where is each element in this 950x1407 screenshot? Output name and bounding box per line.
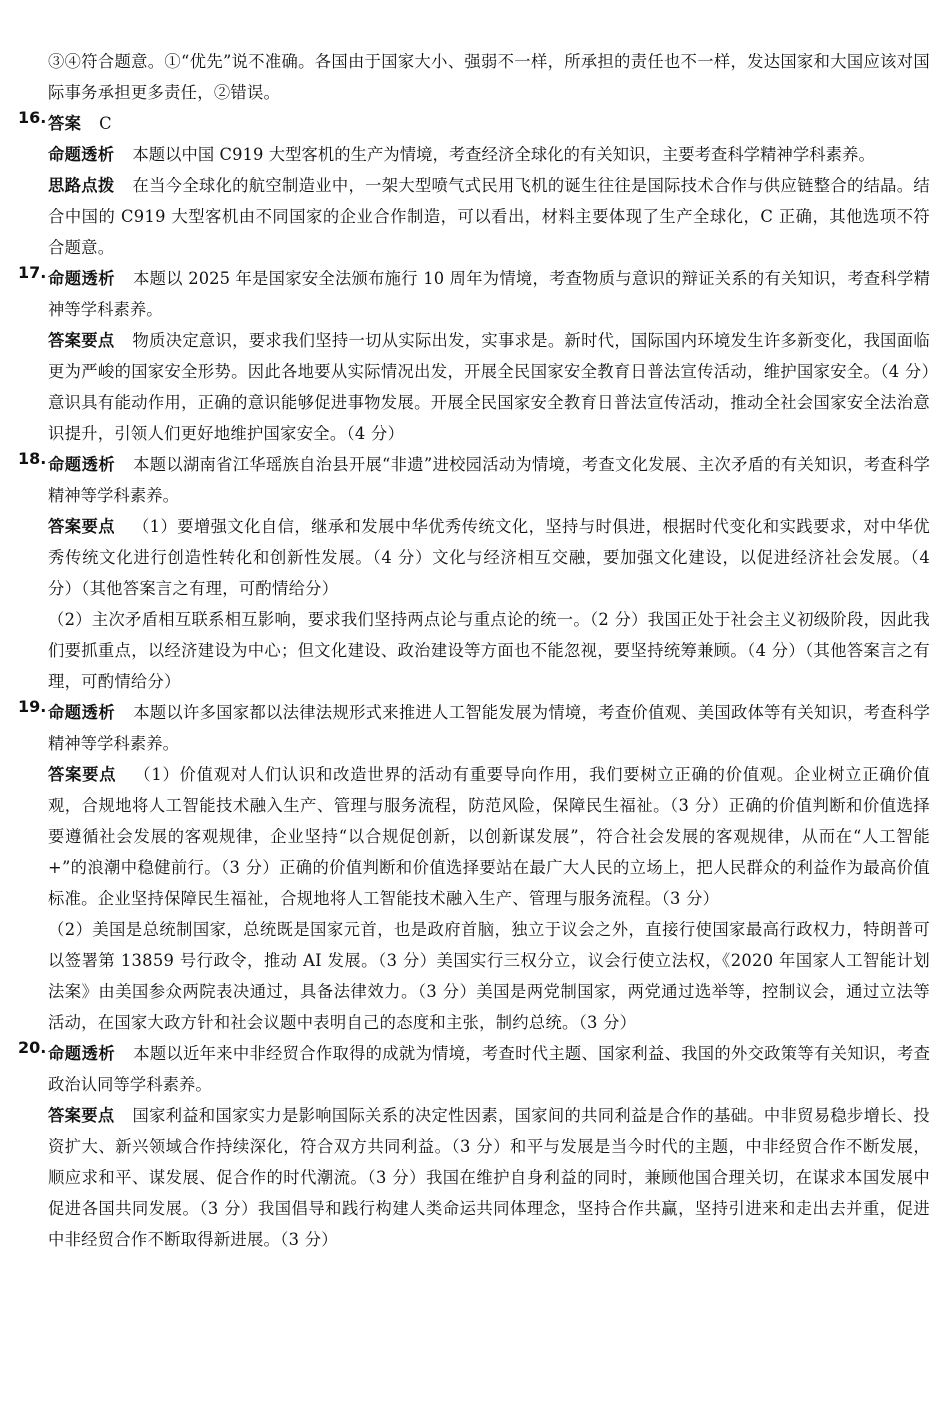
intent-text: 本题以近年来中非经贸合作取得的成就为情境，考查时代主题、国家利益、我国的外交政策等有关知识，考查政治认同等学科素养。 [48,1044,930,1094]
question-number: 18. [18,449,47,468]
key-text: 国家利益和国家实力是影响国际关系的决定性因素，国家间的共同利益是合作的基础。中非贸易稳步增长、投资扩大、新兴领域合作持续深化，符合双方共同利益。（3 分）和平与发展是当今时代的主题，中非经贸合作不断发展，顺应求和平、谋发展、促合作的时代潮流。（3 分）我国在维护自身利益的同时，兼顾他国合理关切，在谋求本国发展中促进各国共同发展。（3 分）我国倡导和践行构建人类命运共同体理念，坚持合作共赢，坚持引进来和走出去并重，促进中非经贸合作不断取得新进展。（3 分） [48,1106,931,1249]
key-points-block [48,511,930,604]
hint-text: 在当今全球化的航空制造业中，一架大型喷气式民用飞机的诞生往往是国际技术合作与供应链整合的结晶。结合中国的 C919 大型客机由不同国家的企业合作制造，可以看出，材料主要体现了生产全球化，C 正确，其他选项不符合题意。 [48,176,931,257]
question-20 [18,1038,930,1255]
intent-block [48,697,930,759]
key-points-part-2: （2）主次矛盾相互联系相互影响，要求我们坚持两点论与重点论的统一。（2 分）我国正处于社会主义初级阶段，因此我们要抓重点，以经济建设为中心；但文化建设、政治建设等方面也不能忽视，要坚持统筹兼顾。（4 分）（其他答案言之有理，可酌情给分） [48,610,930,691]
question-number: 19. [18,697,47,716]
intent-label: 命题透析 [48,145,115,164]
question-17 [18,263,930,449]
intent-label: 命题透析 [48,269,116,288]
key-text: 物质决定意识，要求我们坚持一切从实际出发，实事求是。新时代，国际国内环境发生许多新变化，我国面临更为严峻的国家安全形势。因此各地要从实际情况出发，开展全民国家安全教育日普法宣传活动，维护国家安全。（4 分）意识具有能动作用，正确的意识能够促进事物发展。开展全民国家安全教育日普法宣传活动，推动全社会国家安全法治意识提升，引领人们更好地维护国家安全。（4 分） [48,331,931,443]
q15-line-1: ③④符合题意。①“优先”说不准确。各国由于国家大小、强弱不一样，所承担的责任也不一样，发达国家和 [48,52,831,71]
key-label: 答案要点 [48,331,115,350]
intent-block [48,139,930,170]
key-text-1: （1）价值观对人们认识和改造世界的活动有重要导向作用，我们要树立正确的价值观。企业树立正确价值观，合规地将人工智能技术融入生产、管理与服务流程，防范风险，保障民生福祉。（3 分）正确的价值判断和价值选择要遵循社会发展的客观规律，企业坚持“以合规促创新，以创新谋发展”，符合社会发展的客观规律，从而在“人工智能+”的浪潮中稳健前行。（3 分）正确的价值判断和价值选择要站在最广大人民的立场上，把人民群众的利益作为最高价值标准。企业坚持保障民生福祉，合规地将人工智能技术融入生产、管理与服务流程。（3 分） [48,765,931,908]
question-18 [18,449,930,697]
answer-row [48,108,930,139]
key-label: 答案要点 [48,1106,115,1125]
key-label: 答案要点 [48,765,117,784]
question-number: 16. [18,108,47,127]
key-points-part-2: （2）美国是总统制国家，总统既是国家元首，也是政府首脑，独立于议会之外，直接行使国家最高行政权力，特朗普可以签署第 13859 号行政令，推动 AI 发展。（3 分）美国实行三权分立，议会行使立法权，《2020 年国家人工智能计划法案》由美国参众两院表决通过，具备法律效力。（3 分）美国是两党制国家，两党通过选举等，控制议会，通过立法等活动，在国家大政方针和社会议题中表明自己的态度和主张，制约总统。（3 分） [48,920,930,1032]
key-points-block [48,759,930,914]
key-text-1: （1）要增强文化自信，继承和发展中华优秀传统文化，坚持与时俱进，根据时代变化和实践要求，对中华优秀传统文化进行创造性转化和创新性发展。（4 分）文化与经济相互交融，要加强文化建设，以促进经济社会发展。（4 分）（其他答案言之有理，可酌情给分） [48,517,931,598]
intent-label: 命题透析 [48,1044,116,1063]
intent-text: 本题以许多国家都以法律法规形式来推进人工智能发展为情境，考查价值观、美国政体等有关知识，考查科学精神等学科素养。 [48,703,930,753]
intent-block [48,263,930,325]
answer-content [18,46,930,1255]
intent-label: 命题透析 [48,703,116,722]
intent-text: 本题以 2025 年是国家安全法颁布施行 10 周年为情境，考查物质与意识的辩证关系的有关知识，考查科学精神等学科素养。 [48,269,930,319]
q15-line-2: 大国应该对国际事务承担更多责任，②错误。 [48,52,930,102]
question-19 [18,697,930,1038]
answer-value: C [99,114,112,133]
q15-explanation-tail [18,46,930,108]
question-16 [18,108,930,263]
hint-block [48,170,930,263]
intent-block [48,449,930,511]
key-points-block [48,1100,930,1255]
hint-label: 思路点拨 [48,176,115,195]
intent-text: 本题以中国 C919 大型客机的生产为情境，考查经济全球化的有关知识，主要考查科学精神学科素养。 [132,145,875,164]
key-label: 答案要点 [48,517,115,536]
intent-text: 本题以湖南省江华瑶族自治县开展“非遗”进校园活动为情境，考查文化发展、主次矛盾的有关知识，考查科学精神等学科素养。 [48,455,930,505]
intent-block [48,1038,930,1100]
intent-label: 命题透析 [48,455,116,474]
key-points-block [48,325,930,449]
question-number: 17. [18,263,47,282]
answer-label: 答案 [48,114,82,133]
question-number: 20. [18,1038,47,1057]
